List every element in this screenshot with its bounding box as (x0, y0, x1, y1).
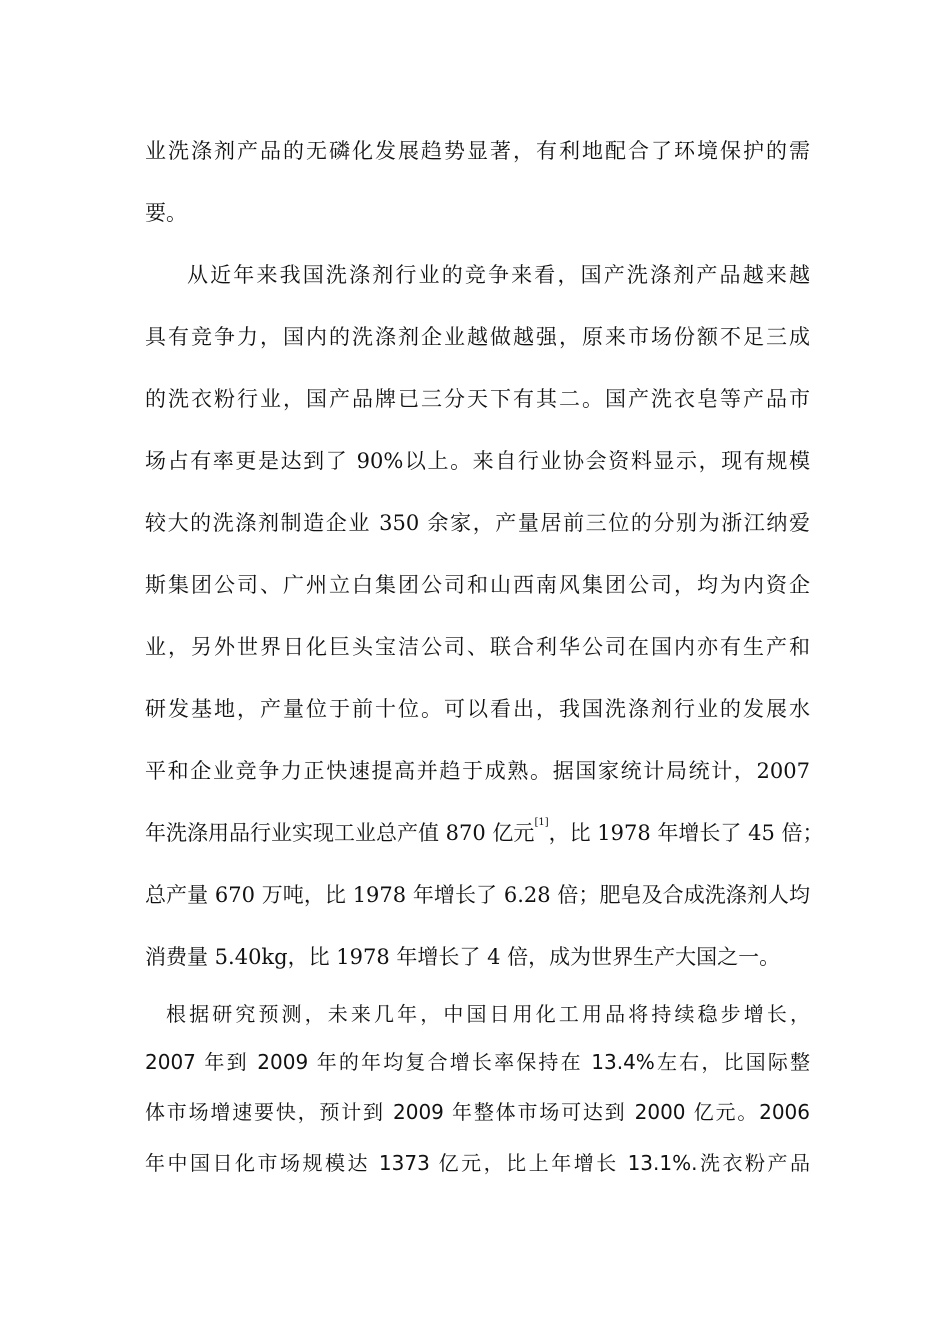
paragraph-line: 斯集团公司、广州立白集团公司和山西南风集团公司，均为内资企 (145, 573, 810, 597)
paragraph-line: 体市场增速要快，预计到 2009 年整体市场可达到 2000 亿元。2006 (145, 1100, 810, 1124)
paragraph-line: 平和企业竞争力正快速提高并趋于成熟。据国家统计局统计，2007 (145, 759, 810, 783)
paragraph-line: 的洗衣粉行业，国产品牌已三分天下有其二。国产洗衣皂等产品市 (145, 387, 810, 411)
paragraph-line: 2007 年到 2009 年的年均复合增长率保持在 13.4%左右，比国际整 (145, 1050, 810, 1074)
paragraph-line: 场占有率更是达到了 90%以上。来自行业协会资料显示，现有规模 (145, 449, 810, 473)
line-text: 年洗涤用品行业实现工业总产值 870 亿元 (145, 821, 535, 845)
line-text: ，比 1978 年增长了 45 倍； (548, 821, 824, 845)
footnote-reference[interactable]: [1] (534, 817, 549, 828)
paragraph-line: 总产量 670 万吨，比 1978 年增长了 6.28 倍；肥皂及合成洗涤剂人均 (145, 883, 810, 907)
paragraph-line (145, 817, 824, 848)
paragraph-line: 要。 (145, 201, 187, 225)
paragraph-line: 根据研究预测，未来几年，中国日用化工用品将持续稳步增长， (166, 1002, 810, 1026)
paragraph-line: 业洗涤剂产品的无磷化发展趋势显著，有利地配合了环境保护的需 (145, 139, 810, 163)
paragraph-line: 从近年来我国洗涤剂行业的竞争来看，国产洗涤剂产品越来越 (187, 263, 810, 287)
paragraph-line: 年中国日化市场规模达 1373 亿元，比上年增长 13.1%.洗衣粉产品 (145, 1151, 810, 1175)
paragraph-line: 具有竞争力，国内的洗涤剂企业越做越强，原来市场份额不足三成 (145, 325, 810, 349)
paragraph-line: 研发基地，产量位于前十位。可以看出，我国洗涤剂行业的发展水 (145, 697, 810, 721)
paragraph-line: 较大的洗涤剂制造企业 350 余家，产量居前三位的分别为浙江纳爱 (145, 511, 810, 535)
paragraph-line: 业，另外世界日化巨头宝洁公司、联合利华公司在国内亦有生产和 (145, 635, 810, 659)
paragraph-line: 消费量 5.40kg，比 1978 年增长了 4 倍，成为世界生产大国之一。 (145, 945, 781, 969)
